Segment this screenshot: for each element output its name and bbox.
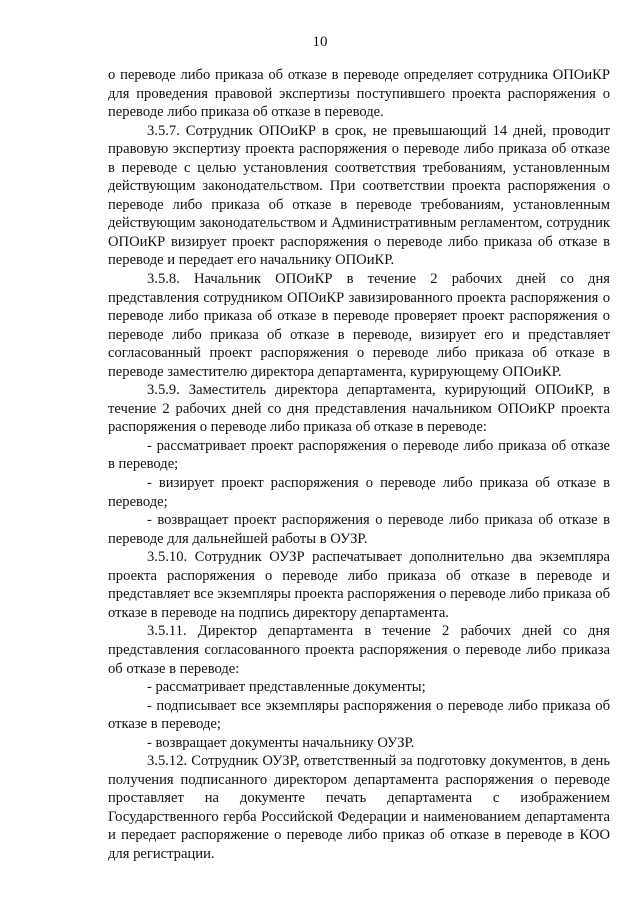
list-item: - подписывает все экземпляры распоряжения о переводе либо приказа об отказе в переводе;	[108, 697, 610, 733]
page-number: 10	[312, 34, 328, 50]
list-item: - возвращает проект распоряжения о переводе либо приказа об отказе в переводе для дальнейшей работы в ОУЗР.	[108, 512, 610, 547]
paragraph-3-5-8: 3.5.8. Начальник ОПОиКР в течение 2 рабочих дней со дня представления сотрудником ОПОиКР завизированного проекта распоряжения о переводе либо приказа об отказе в переводе проверяет проект распоряжения о переводе либо приказа об отказе в переводе, визирует его и представляет согласованный проект распоряжения о переводе либо приказа об отказе в переводе заместителю директора департамента, курирующему ОПОиКР.	[108, 271, 610, 380]
paragraph-continuation: о переводе либо приказа об отказе в переводе определяет сотрудника ОПОиКР для проведения правовой экспертизы поступившего проекта распоряжения о переводе либо приказа об отказе в переводе.	[108, 67, 610, 121]
list-item: - возвращает документы начальнику ОУЗР.	[147, 734, 415, 751]
paragraph-3-5-12: 3.5.12. Сотрудник ОУЗР, ответственный за подготовку документов, в день получения подписанного директором департамента распоряжения о переводе проставляет на документе печать департамента с изображением Государственного герба Российской Федерации и наименованием департамента и передает распоряжение о переводе либо приказ об отказе в переводе в КОО для регистрации.	[108, 753, 610, 862]
document-body	[108, 66, 610, 864]
paragraph-3-5-10: 3.5.10. Сотрудник ОУЗР распечатывает дополнительно два экземпляра проекта распоряжения о переводе либо приказа об отказе в переводе и представляет все экземпляры проекта распоряжения о переводе либо приказа об отказе в переводе на подпись директору департамента.	[108, 549, 610, 621]
paragraph-3-5-11: 3.5.11. Директор департамента в течение 2 рабочих дней со дня представления согласованного проекта распоряжения о переводе либо приказа об отказе в переводе:	[108, 623, 610, 677]
list-item: - рассматривает представленные документы;	[147, 679, 426, 696]
list-item: - визирует проект распоряжения о переводе либо приказа об отказе в переводе;	[108, 475, 610, 510]
paragraph-3-5-9: 3.5.9. Заместитель директора департамента, курирующий ОПОиКР, в течение 2 рабочих дней со дня представления начальником ОПОиКР проекта распоряжения о переводе либо приказа об отказе в переводе:	[108, 382, 610, 436]
paragraph-3-5-7: 3.5.7. Сотрудник ОПОиКР в срок, не превышающий 14 дней, проводит правовую экспертизу проекта распоряжения о переводе либо приказа об отказе в переводе с целью установления соответствия требованиям, установленным действующим законодательством. При соответствии проекта распоряжения о переводе либо приказа об отказе в переводе требованиям, установленным действующим законодательством и Административным регламентом, сотрудник ОПОиКР визирует проект распоряжения о переводе либо приказа об отказе в переводе и передает его начальнику ОПОиКР.	[108, 122, 610, 269]
list-item: - рассматривает проект распоряжения о переводе либо приказа об отказе в переводе;	[108, 437, 610, 473]
